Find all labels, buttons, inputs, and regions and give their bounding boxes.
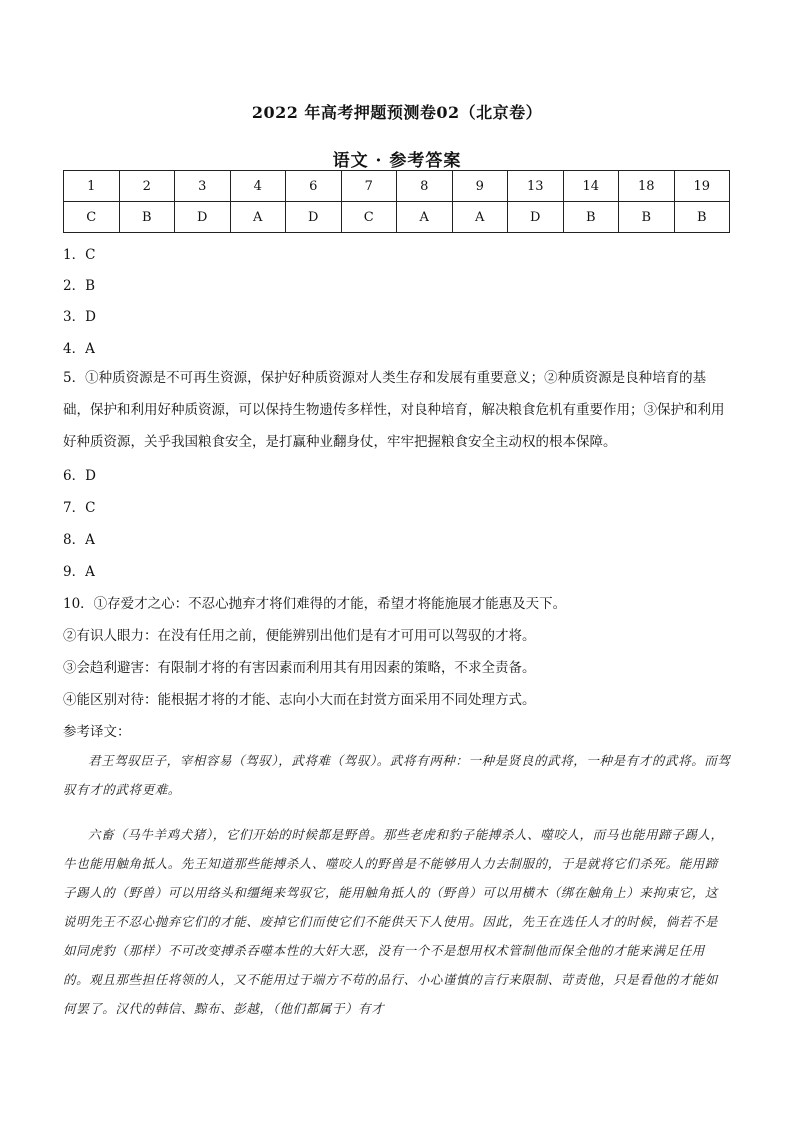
answer-paragraph-5: 5．①种质资源是不可再生资源，保护好种质资源对人类生存和发展有重要意义；②种质资源是良种培育的基础，保护和利用好种质资源，可以保持生物遗传多样性，对良种培育，解决粮食危机有重要作用；③保护和利用好种质资源，关乎我国粮食安全，是打赢种业翻身仗，牢牢把握粮食安全主动权的根本保障。 — [63, 370, 725, 450]
question-number-cell: 1 — [64, 171, 120, 202]
answer-10-line-3: ③会趋利避害：有限制才将的有害因素而利用其有用因素的策略，不求全责备。 — [63, 660, 536, 676]
answer-cell: C — [341, 202, 397, 233]
answer-10-line-2: ②有识人眼力：在没有任用之前，便能辨别出他们是有才可用可以驾驭的才将。 — [63, 628, 536, 644]
answer-line-1: 1．C — [63, 247, 96, 263]
translation-label: 参考译文： — [63, 724, 131, 740]
question-number-cell: 19 — [674, 171, 730, 202]
question-number-cell: 3 — [175, 171, 231, 202]
answer-table — [63, 170, 730, 233]
answer-cell: A — [397, 202, 453, 233]
answer-line-8: 8．A — [63, 532, 95, 548]
answer-cell: B — [563, 202, 619, 233]
answer-cell: C — [64, 202, 120, 233]
page-subtitle: 语文 · 参考答案 — [332, 151, 462, 171]
answer-cell: D — [286, 202, 342, 233]
answer-table-answer-row — [64, 202, 730, 233]
answer-line-3: 3．D — [63, 309, 96, 325]
answer-cell: B — [119, 202, 175, 233]
page-title: 2022 年高考押题预测卷02（北京卷） — [251, 103, 543, 122]
question-number-cell: 8 — [397, 171, 453, 202]
question-number-cell: 13 — [508, 171, 564, 202]
answer-table-number-row — [64, 171, 730, 202]
answer-10-line-4: ④能区别对待：能根据才将的才能、志向小大而在封赏方面采用不同处理方式。 — [63, 692, 536, 708]
answer-cell: D — [508, 202, 564, 233]
answer-line-6: 6．D — [63, 468, 96, 484]
translation-paragraph-1: 君王驾驭臣子，宰相容易（驾驭），武将难（驾驭）。武将有两种：一种是贤良的武将，一种是有才的武将。而驾驭有才的武将更难。 — [63, 753, 731, 797]
answer-cell: A — [230, 202, 286, 233]
question-number-cell: 14 — [563, 171, 619, 202]
answer-line-4: 4．A — [63, 341, 95, 357]
answer-cell: D — [175, 202, 231, 233]
answer-cell: B — [619, 202, 675, 233]
answer-line-2: 2．B — [63, 278, 96, 294]
answer-cell: A — [452, 202, 508, 233]
question-number-cell: 18 — [619, 171, 675, 202]
translation-paragraph-2: 六畜（马牛羊鸡犬猪），它们开始的时候都是野兽。那些老虎和豹子能搏杀人、噬咬人，而马也能用蹄子踢人，牛也能用触角抵人。先王知道那些能搏杀人、噬咬人的野兽是不能够用人力去制服的，于是就将它们杀死。能用蹄子踢人的（野兽）可以用络头和缰绳来驾驭它，能用触角抵人的（野兽）可以用横木（绑在触角上）来拘束它，这说明先王不忍心抛弃它们的才能、废掉它们而使它们不能供天下人使用。因此，先王在选任人才的时候，倘若不是如同虎豹（那样）不可改变搏杀吞噬本性的大奸大恶，没有一个不是想用权术管制他而保全他的才能来满足任用的。观且那些担任将领的人，又不能用过于端方不苟的品行、小心谨慎的言行来限制、苛责他，只是看他的才能如何罢了。汉代的韩信、黥布、彭越，（他们都属于）有才 — [63, 827, 724, 1016]
answer-line-9: 9．A — [63, 564, 95, 580]
question-number-cell: 4 — [230, 171, 286, 202]
question-number-cell: 7 — [341, 171, 397, 202]
answer-cell: B — [674, 202, 730, 233]
question-number-cell: 9 — [452, 171, 508, 202]
answer-10-line-1: 10．①存爱才之心：不忍心抛弃才将们难得的才能，希望才将能施展才能惠及天下。 — [63, 596, 567, 612]
question-number-cell: 6 — [286, 171, 342, 202]
question-number-cell: 2 — [119, 171, 175, 202]
answer-line-7: 7．C — [63, 500, 96, 516]
